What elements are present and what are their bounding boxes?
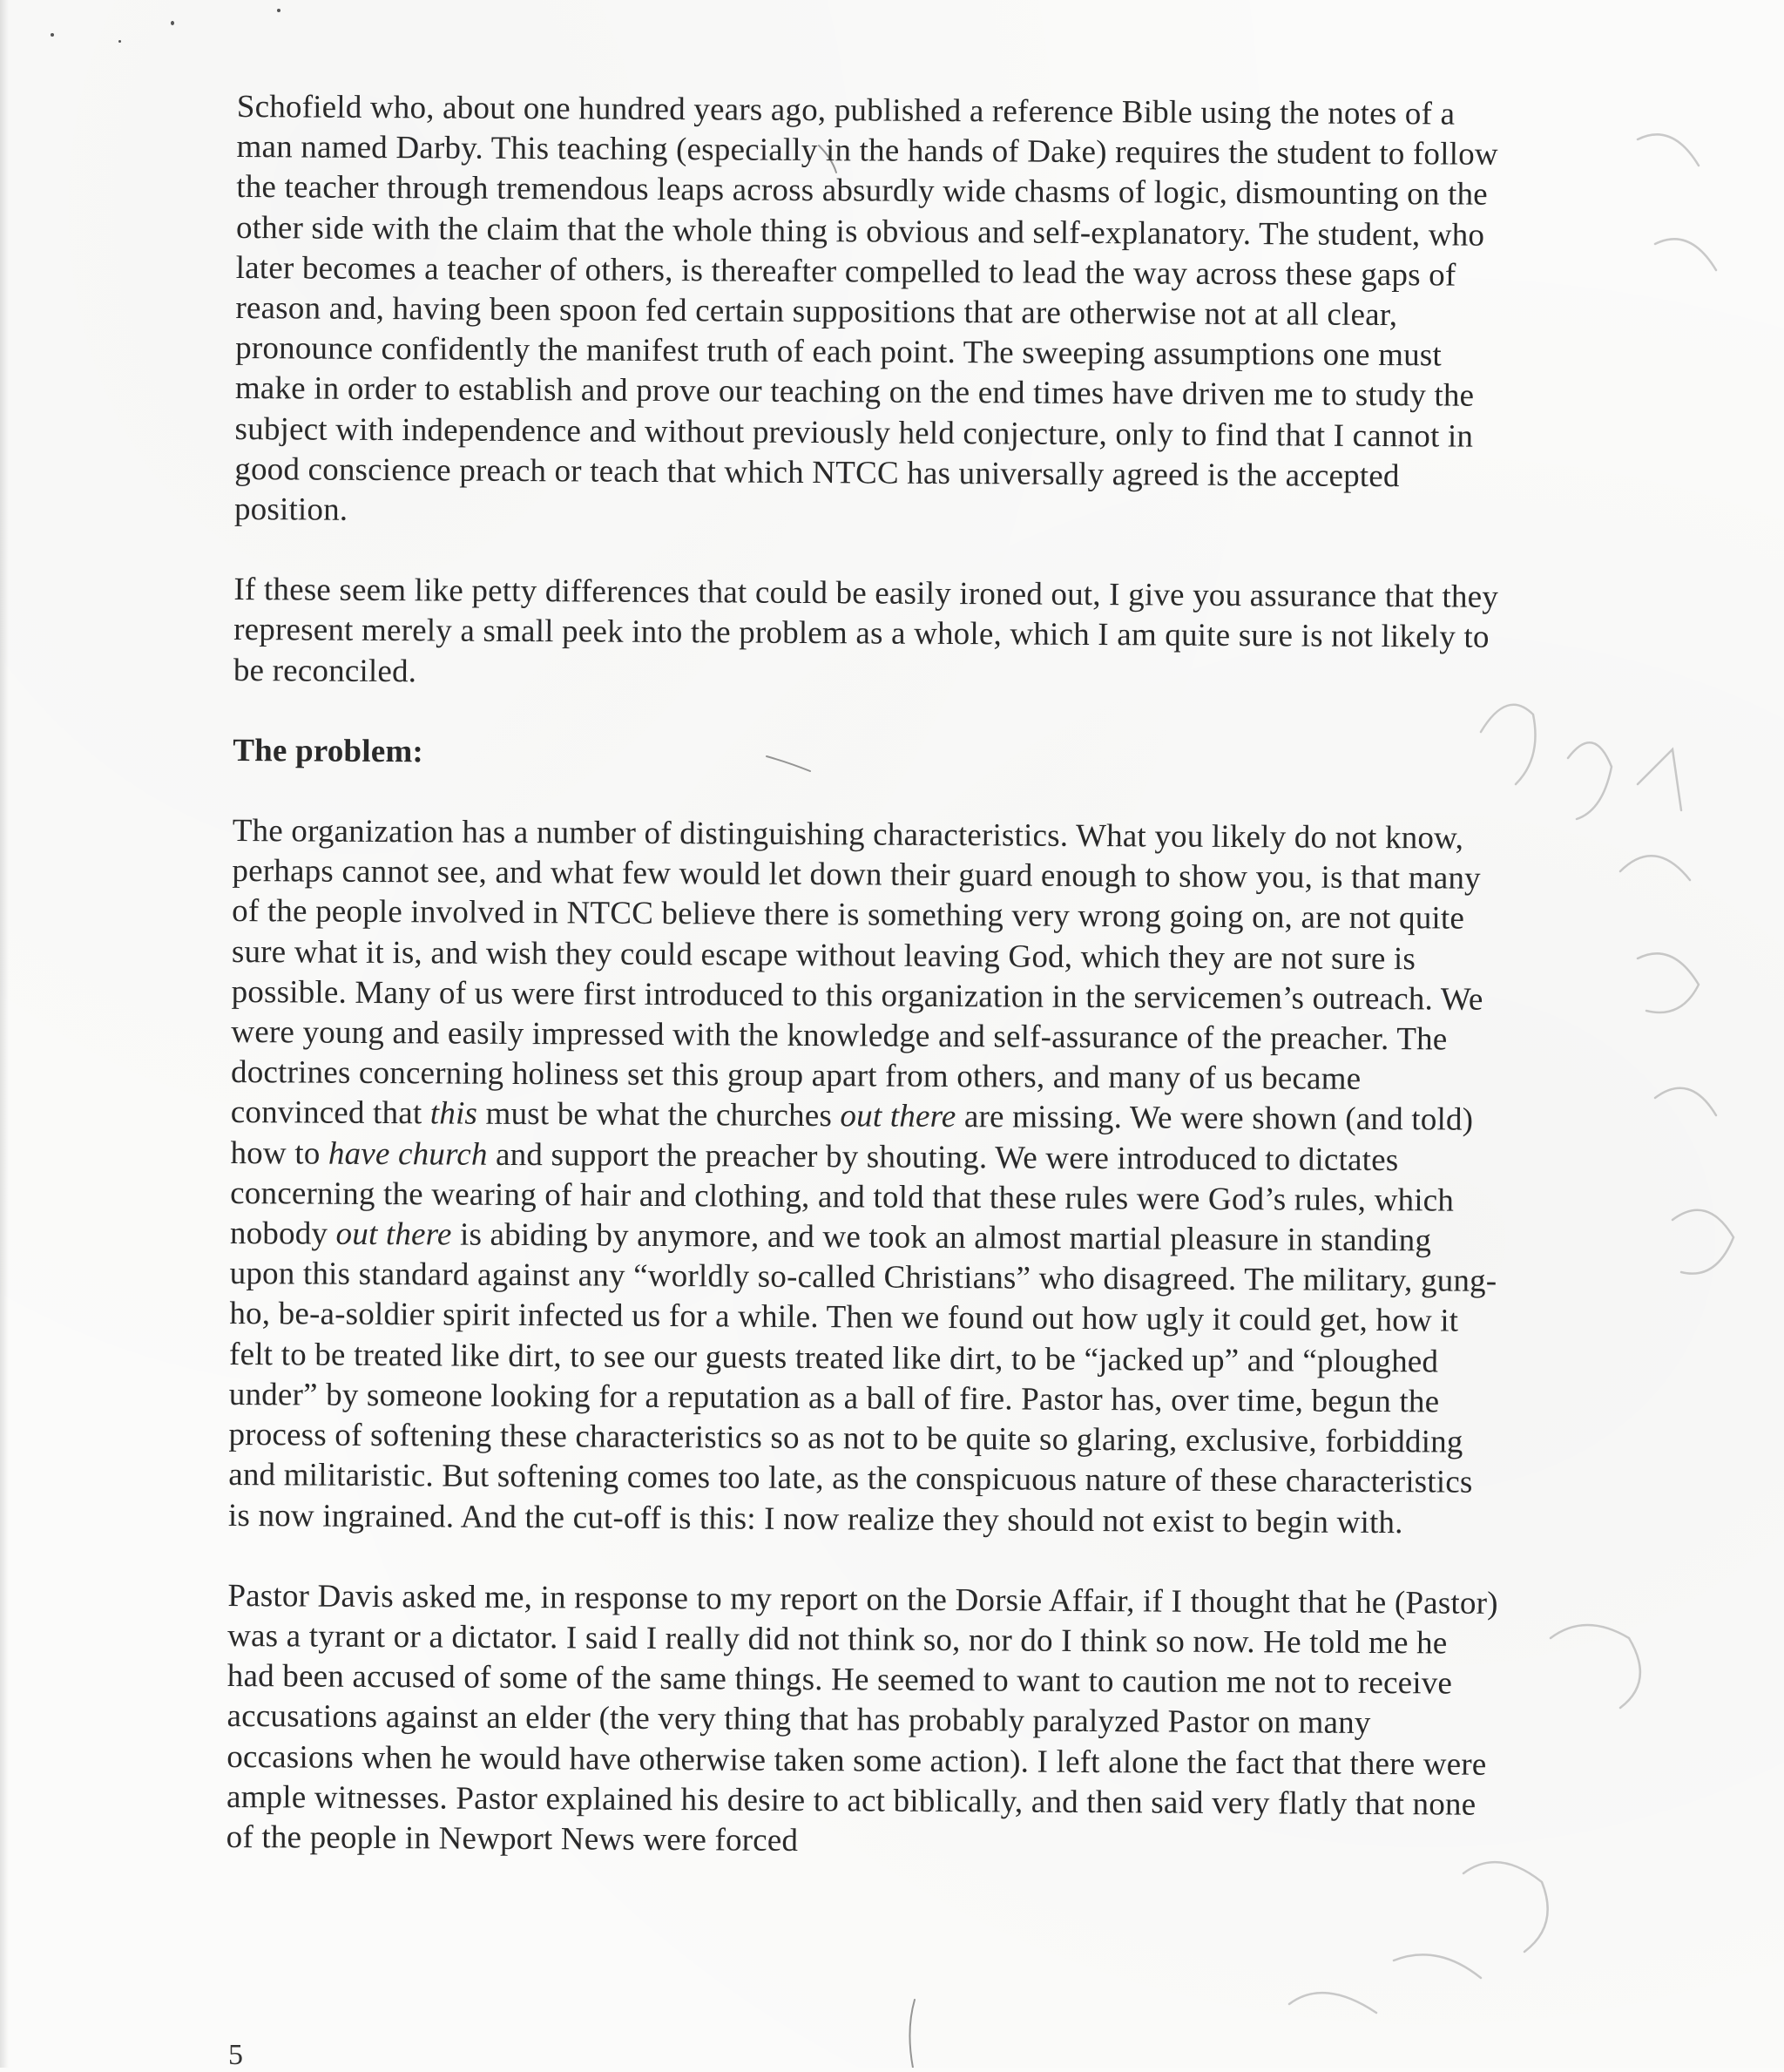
scan-speck: [118, 40, 121, 43]
paragraph-darby-teaching: Schofield who, about one hundred years ago, published a reference Bible using the notes of a man named Darby. This teaching (especially in the hands of Dake) requires the student to follow the teacher through tremendous leaps across absurdly wide chasms of logic, dismounting on the other side with the claim that the whole thing is obvious and self-explanatory. The student, who later becomes a teacher of others, is thereafter compelled to lead the way across these gaps of reason and, having been spoon fed certain suppositions that are otherwise not at all clear, pronounce confidently the manifest truth of each point. The sweeping assumptions one must make in order to establish and prove our teaching on the end times have driven me to study the subject with independence and without previously held conjecture, only to find that I cannot in good conscience preach or teach that which NTCC has universally agreed is the accepted position.: [233, 88, 1498, 528]
section-heading: The problem:: [233, 732, 424, 770]
paragraph-text: are missing. We were shown (and told) how to: [230, 1099, 1474, 1172]
paragraph-text: and support the preacher by shouting. We were introduced to dictates concerning the wearing of hair and clothing, and told that these rules were God’s rules, which nobody: [229, 1136, 1455, 1252]
paragraph-organization-characteristics: [228, 811, 1504, 1544]
scan-speck: [171, 21, 174, 25]
paragraph-text: The organization has a number of distinguishing characteristics. What you likely do not know, perhaps cannot see, and what few would let down their guard enough to show you, is that many of the people involved in NTCC believe there is something very wrong going on, are not quite sure what it is, and wish they could escape without leaving God, which they are not sure is possible. Many of us were first introduced to this organization in the servicemen’s outreach. We were young and easily impressed with the knowledge and self-assurance of the preacher. The doctrines concerning holiness set this group apart from others, and many of us became convinced that: [230, 813, 1483, 1132]
paper-edge-shadow: [0, 0, 9, 2068]
emphasis-text: out there: [335, 1215, 452, 1253]
document-body: [226, 87, 1509, 1865]
emphasis-text: have church: [328, 1135, 488, 1173]
emphasis-text: out there: [840, 1098, 956, 1135]
paragraph-text: must be what the churches: [476, 1096, 841, 1134]
scan-speck: [51, 33, 54, 37]
paragraph-petty-differences: If these seem like petty differences that could be easily ironed out, I give you assurance that they represent merely a small peek into the problem as a whole, which I am quite sure is not likely to be reconciled.: [233, 572, 1499, 689]
emphasis-text: this: [429, 1095, 478, 1133]
page-number: 5: [228, 2039, 243, 2071]
scan-speck: [277, 9, 280, 12]
paragraph-text: is abiding by anymore, and we took an almost martial pleasure in standing upon this standard against any “worldly so-called Christians” who disagreed. The military, gung-ho, be-a-soldier spirit infected us for a while. Then we found out how ugly it could get, how it felt to be treated like dirt, to see our guests treated like dirt, to be “jacked up” and “ploughed under” by someone looking for a reputation as a ball of fire. Pastor has, over time, begun the process of softening these characteristics so as not to be quite so glaring, exclusive, forbidding and militaristic. But softening comes too late, as the conspicuous nature of these characteristics is now ingrained. And the cut-off is this: I now realize they should not exist to begin with.: [227, 1216, 1497, 1540]
paragraph-pastor-davis: Pastor Davis asked me, in response to my report on the Dorsie Affair, if I thought that he (Pastor) was a tyrant or a dictator. I said I really did not think so, nor do I think so now. He told me he had been accused of some of the same things. He seemed to want to caution me not to receive accusations against an elder (the very thing that has probably paralyzed Pastor on many occasions when he would have otherwise taken some action). I left alone the fact that there were ample witnesses. Pastor explained his desire to act biblically, and then said very flatly that none of the people in Newport News were forced: [226, 1577, 1498, 1859]
